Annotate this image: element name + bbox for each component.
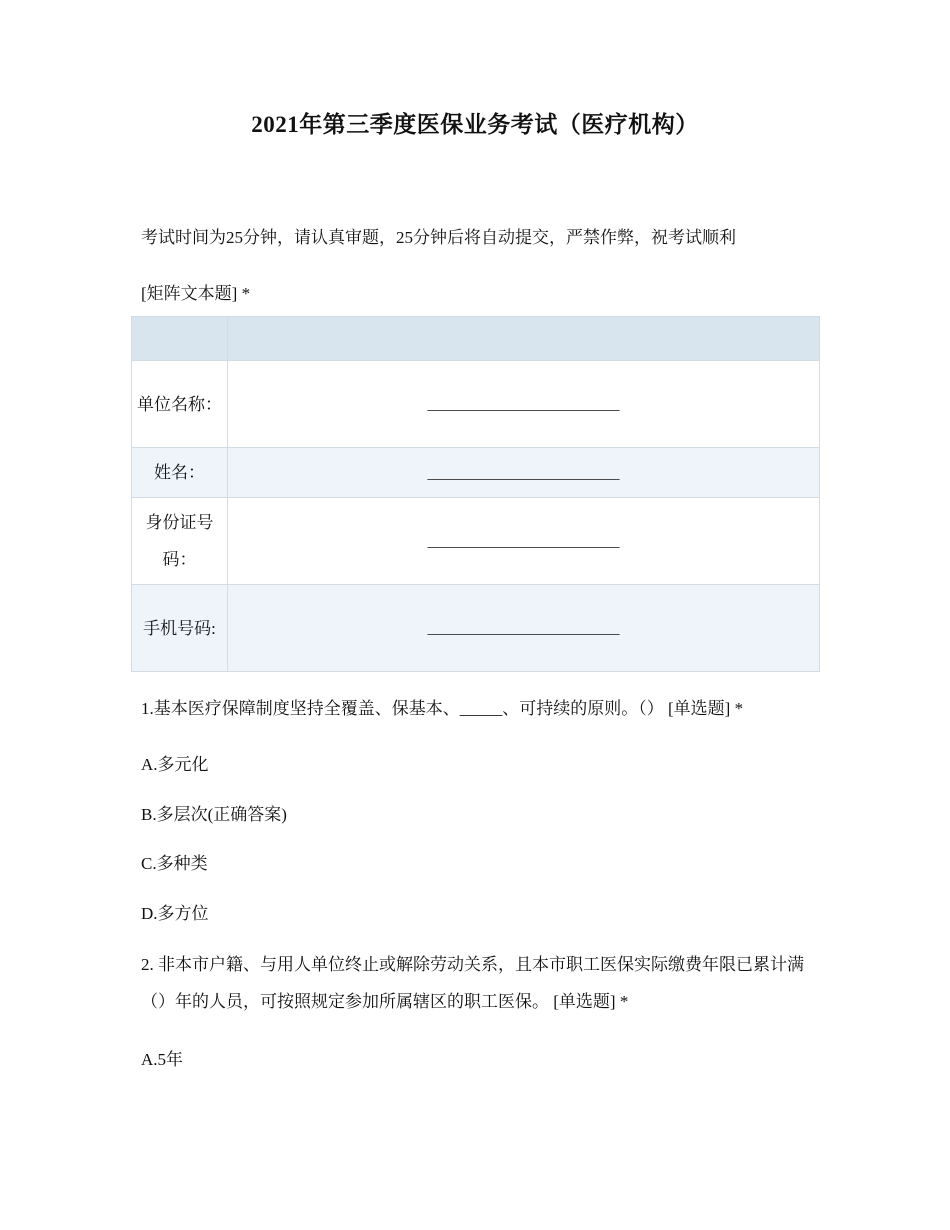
exam-instructions: 考试时间为25分钟，请认真审题，25分钟后将自动提交，严禁作弊，祝考试顺利 — [141, 228, 736, 247]
id-number-input[interactable] — [228, 498, 820, 585]
matrix-header-row — [132, 317, 820, 361]
phone-input[interactable] — [228, 585, 820, 672]
q2-option-a[interactable]: A.5年 — [141, 1050, 184, 1069]
matrix-header-cell — [132, 317, 228, 361]
question-1-text: 1.基本医疗保障制度坚持全覆盖、保基本、_____、可持续的原则。（） [单选题] * — [141, 699, 744, 718]
matrix-row-unit — [132, 361, 820, 448]
q1-option-c[interactable]: C.多种类 — [141, 854, 208, 873]
row-label-id-number: 身份证号码： — [132, 498, 228, 585]
answer-blank: ________________________ — [427, 620, 620, 637]
row-label-phone: 手机号码: — [132, 585, 228, 672]
q1-option-d[interactable]: D.多方位 — [141, 904, 209, 923]
answer-blank: ________________________ — [427, 396, 620, 413]
matrix-row-phone — [132, 585, 820, 672]
page-title: 2021年第三季度医保业务考试（医疗机构） — [251, 112, 699, 137]
matrix-row-name — [132, 448, 820, 498]
row-label-unit-name: 单位名称： — [132, 361, 228, 448]
matrix-header-cell — [228, 317, 820, 361]
row-label-name: 姓名： — [132, 448, 228, 498]
matrix-row-id — [132, 498, 820, 585]
name-input[interactable] — [228, 448, 820, 498]
answer-blank: ________________________ — [427, 533, 620, 550]
matrix-question-label: [矩阵文本题] * — [141, 284, 251, 303]
q1-option-b[interactable]: B.多层次(正确答案) — [141, 805, 287, 824]
question-2-text: 2. 非本市户籍、与用人单位终止或解除劳动关系，且本市职工医保实际缴费年限已累计满（）年的人员，可按照规定参加所属辖区的职工医保。 [单选题] * — [141, 955, 804, 1011]
q1-option-a[interactable]: A.多元化 — [141, 755, 209, 774]
matrix-table — [131, 316, 820, 672]
unit-name-input[interactable] — [228, 361, 820, 448]
answer-blank: ________________________ — [427, 464, 620, 482]
